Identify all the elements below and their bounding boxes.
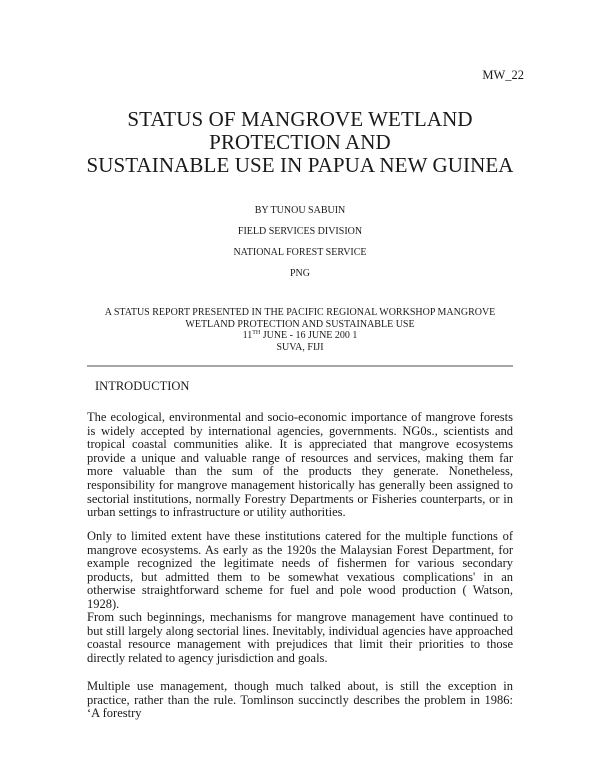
paragraph: From such beginnings, mechanisms for mangrove management have continued to but still largely along sectorial lines. Inevitably, individual agencies have approached coastal resource management with prejudices that limit their priorities to those directly related to agency jurisdiction and goals. — [87, 610, 513, 665]
title-line: PROTECTION AND — [209, 130, 391, 154]
horizontal-rule — [87, 365, 513, 367]
paragraph: Multiple use management, though much talked about, is still the exception in practice, rather than the rule. Tomlinson succinctly describes the problem in 1986: ‘A forestry — [87, 679, 513, 721]
report-line: WETLAND PROTECTION AND SUSTAINABLE USE — [185, 318, 415, 330]
date-rest: JUNE - 16 JUNE 200 1 — [260, 330, 358, 342]
country-line: PNG — [289, 268, 310, 279]
organization-line: NATIONAL FOREST SERVICE — [233, 247, 367, 258]
report-dates — [0, 330, 600, 342]
date-day: 11 — [242, 330, 253, 342]
date-ordinal: TH — [252, 330, 261, 337]
document-id: MW_22 — [482, 68, 524, 82]
author-line: BY TUNOU SABUIN — [254, 205, 346, 216]
report-info — [0, 307, 600, 353]
document-title — [0, 108, 600, 177]
title-line: STATUS OF MANGROVE WETLAND — [127, 107, 473, 131]
report-line: A STATUS REPORT PRESENTED IN THE PACIFIC REGIONAL WORKSHOP MANGROVE — [104, 307, 496, 318]
division-line: FIELD SERVICES DIVISION — [237, 226, 363, 237]
title-line: SUSTAINABLE USE IN PAPUA NEW GUINEA — [86, 153, 514, 177]
paragraph: Only to limited extent have these institutions catered for the multiple functions of mangrove ecosystems. As early as the 1920s the Malaysian Forest Department, for example recognized the legitimate needs of fishermen for various secondary products, but admitted them to be somewhat vexatious complications' in an otherwise straightforward scheme for fuel and pole wood production ( Watson, 1928). — [87, 529, 513, 611]
report-location: SUVA, FIJI — [276, 341, 324, 353]
section-heading: INTRODUCTION — [95, 379, 190, 393]
paragraph: The ecological, environmental and socio-economic importance of mangrove forests is widely accepted by international agencies, governments. NG0s., scientists and tropical coastal communities alike. It is appreciated that mangrove ecosystems provide a unique and valuable range of resources and services, making them far more valuable than the sum of the products they generate. Nonetheless, responsibility for mangrove management historically has generally been assigned to sectorial institutions, normally Forestry Departments or Fisheries counterparts, or in urban settings to infrastructure or utility authorities. — [87, 410, 513, 520]
